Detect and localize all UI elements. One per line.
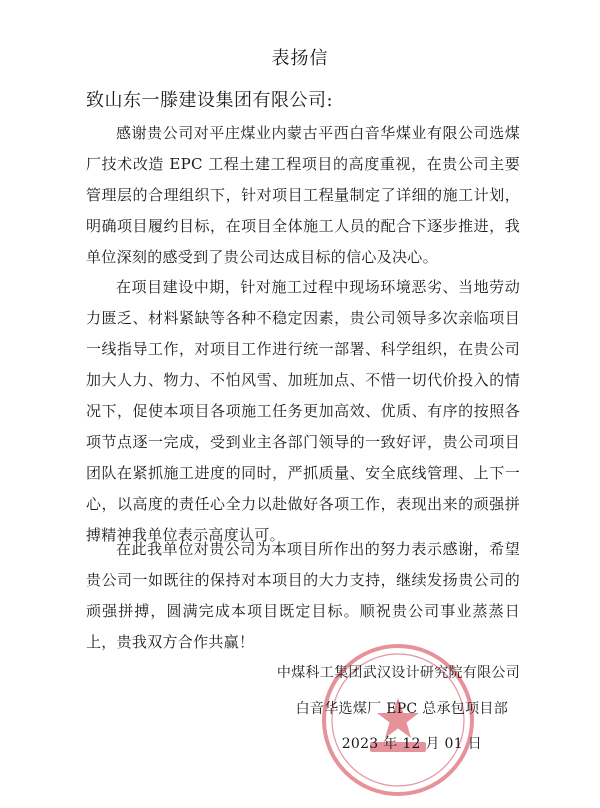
paragraph-3: 在此我单位对贵公司为本项目所作出的努力表示感谢，希望贵公司一如既往的保持对本项目的大力支持，继续发扬贵公司的顽强拼搏，圆满完成本项目既定目标。顺祝贵公司事业蒸蒸日上，贵我双方合作共赢！ xyxy=(86,540,520,651)
signature-department: 白音华选煤厂 EPC 总承包项目部 xyxy=(295,701,508,717)
signature-organization: 中煤科工集团武汉设计研究院有限公司 xyxy=(276,665,520,681)
paragraph-1: 感谢贵公司对平庄煤业内蒙古平西白音华煤业有限公司选煤厂技术改造 EPC 工程土建工程项目的高度重视，在贵公司主要管理层的合理组织下，针对项目工程量制定了详细的施工计划，明确项目履约目标，在项目全体施工人员的配合下逐步推进，我单位深刻的感受到了贵公司达成目标的信心及决心。 xyxy=(86,124,520,266)
salutation: 致山东一滕建设集团有限公司: xyxy=(86,90,334,111)
paragraph-2: 在项目建设中期，针对施工过程中现场环境恶劣、当地劳动力匮乏、材料紧缺等各种不稳定因素，贵公司领导多次亲临项目一线指导工作，对项目工作进行统一部署、科学组织，在贵公司加大人力、物力、不怕风雪、加班加点、不惜一切代价投入的情况下，促使本项目各项施工任务更加高效、优质、有序的按照各项节点逐一完成，受到业主各部门领导的一致好评，贵公司项目团队在紧抓施工进度的同时，严抓质量、安全底线管理、上下一心，以高度的责任心全力以赴做好各项工作，表现出来的顽强拼搏精神我单位表示高度认可。 xyxy=(86,278,520,544)
signature-date: 2023 年 12 月 01 日 xyxy=(341,736,482,752)
letter-title: 表扬信 xyxy=(271,48,329,69)
